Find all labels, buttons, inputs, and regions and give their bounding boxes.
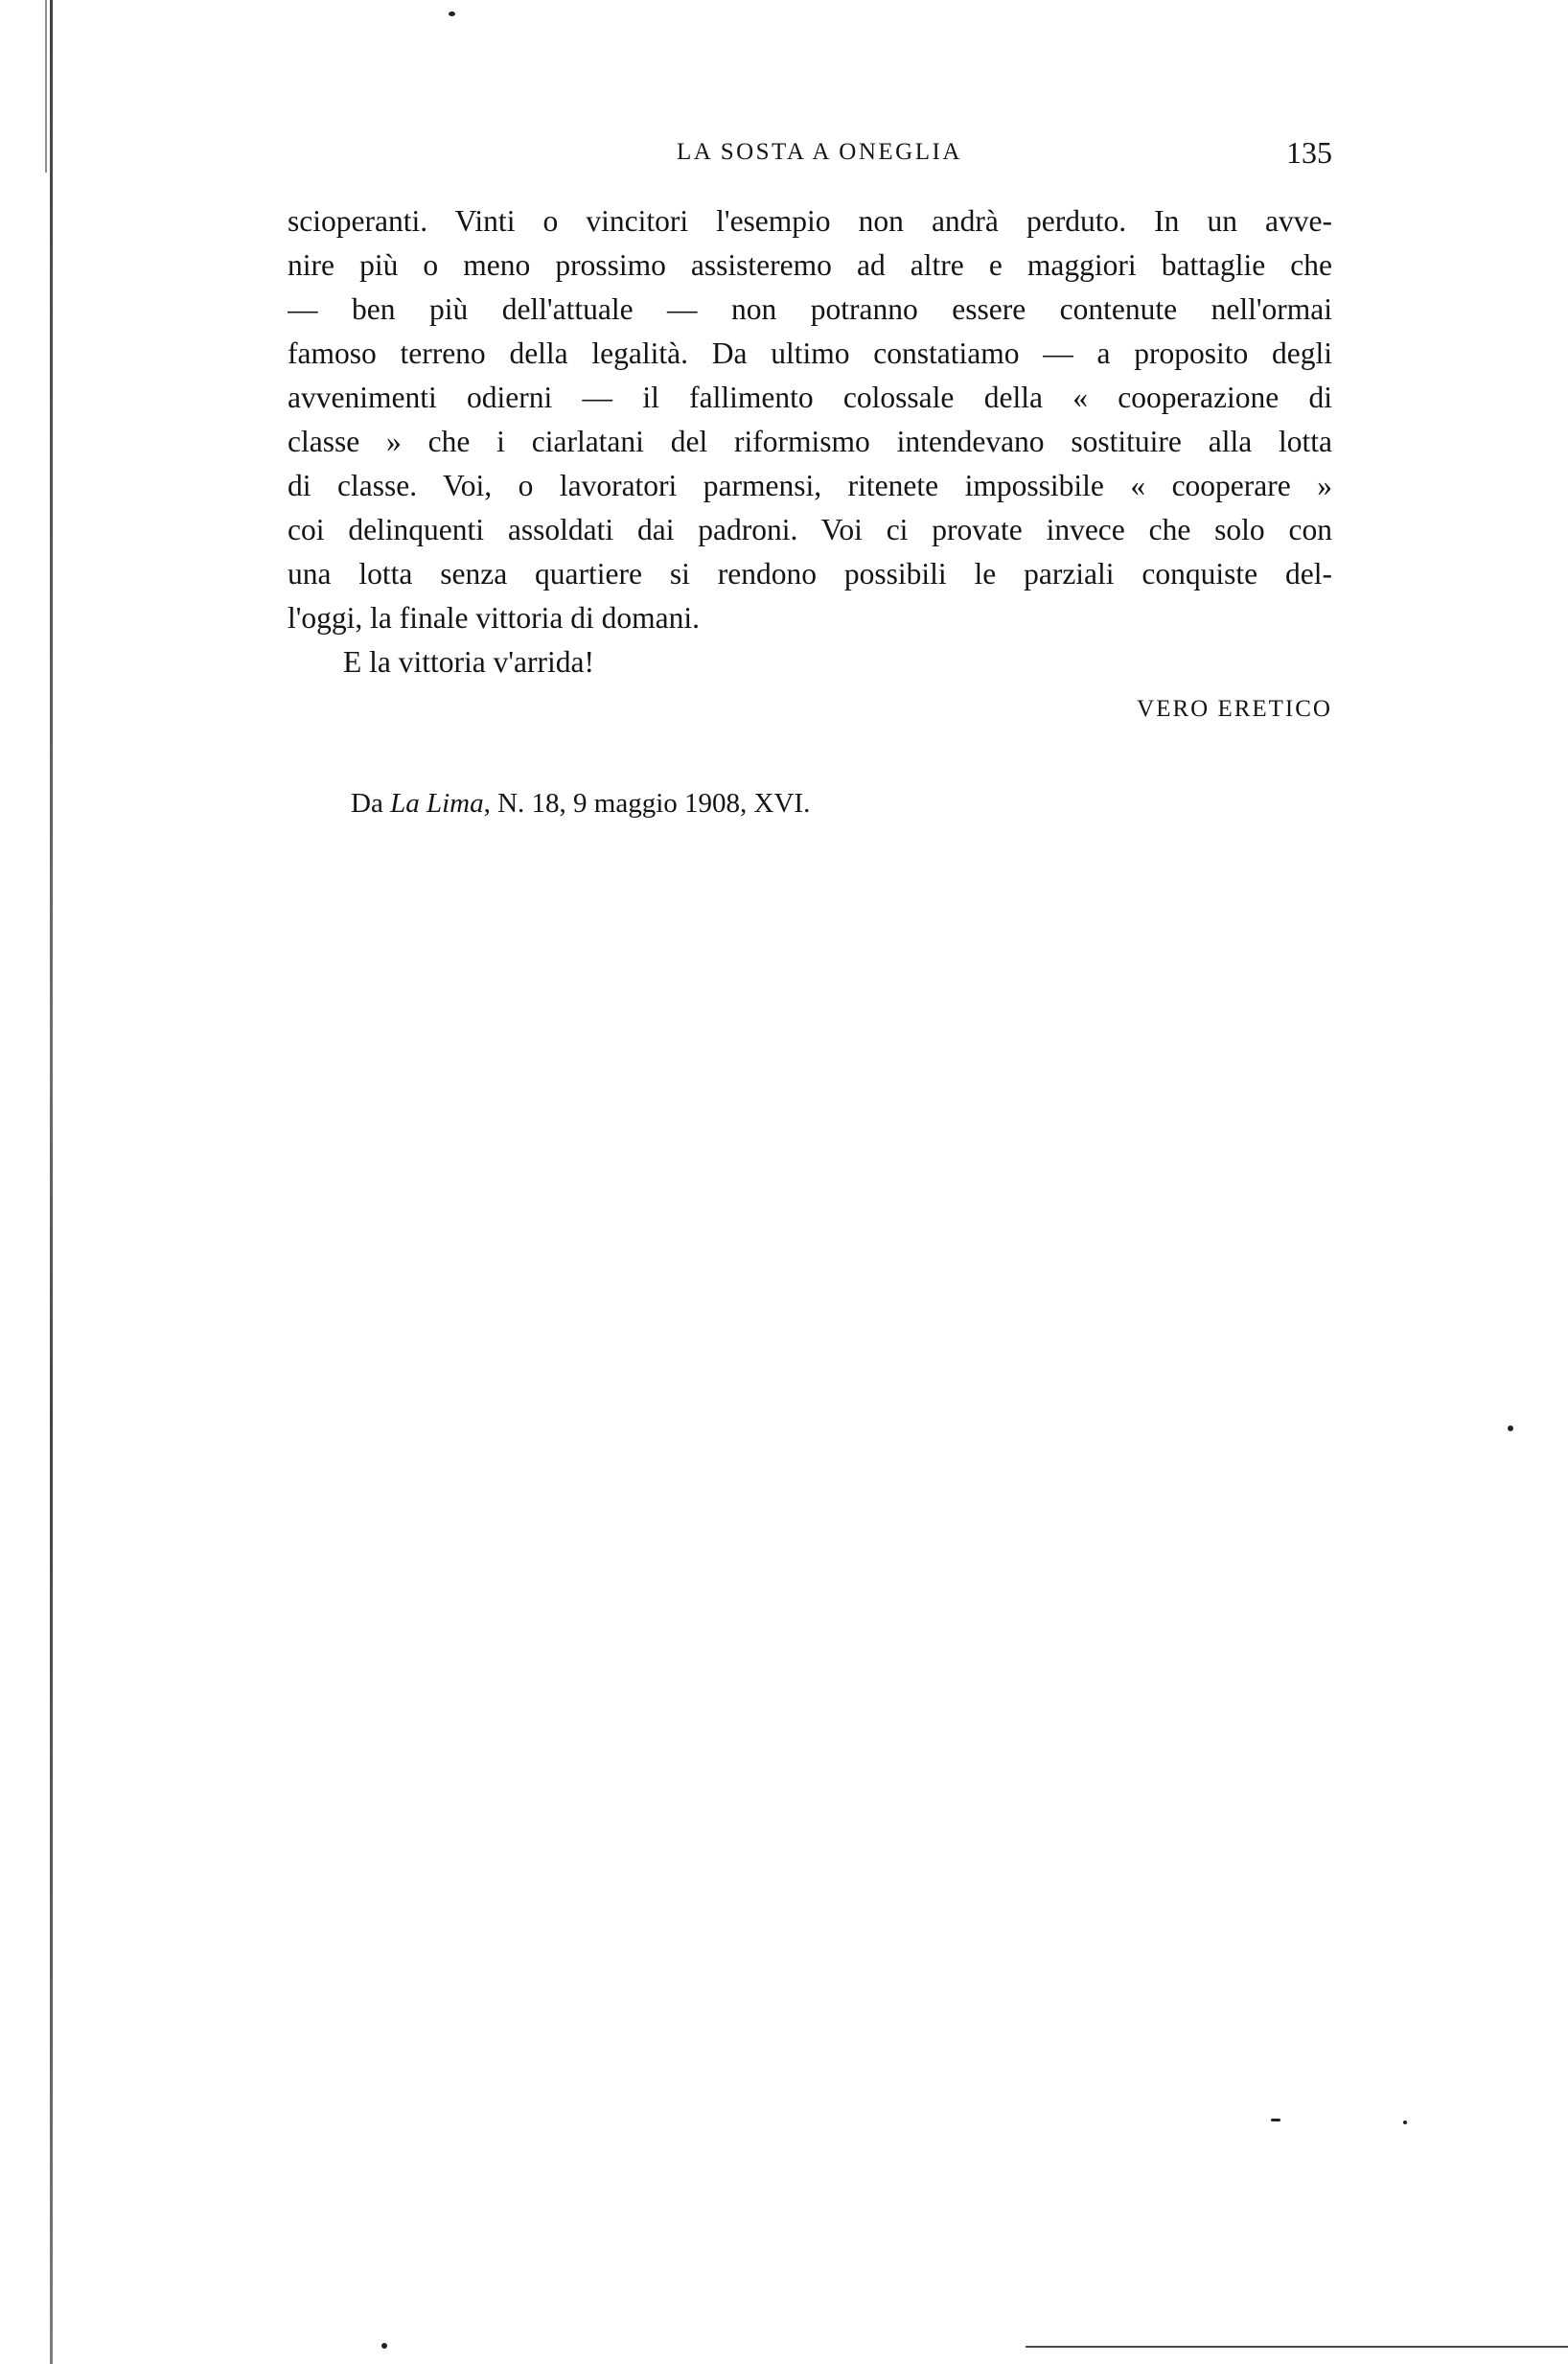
running-head	[288, 135, 1332, 177]
text-line: avvenimenti odierni — il fallimento colossale della « cooperazione di	[288, 381, 1332, 414]
scan-speck	[1508, 1425, 1513, 1431]
scan-speck	[1271, 2119, 1280, 2121]
text-line: una lotta senza quartiere si rendono possibili le parziali conquiste del-	[288, 557, 1332, 591]
scan-speck	[449, 12, 455, 16]
text-line: — ben più dell'attuale — non potranno essere contenute nell'ormai	[288, 292, 1332, 326]
author-signature: VERO ERETICO	[1137, 696, 1332, 722]
text-line: classe » che i ciarlatani del riformismo intendevano sostituire alla lotta	[288, 425, 1332, 458]
text-line: scioperanti. Vinti o vincitori l'esempio non andrà perduto. In un avve-	[288, 204, 1332, 238]
source-citation	[351, 788, 810, 820]
binding-edge-inner	[45, 0, 47, 173]
text-line: famoso terreno della legalità. Da ultimo constatiamo — a proposito degli	[288, 336, 1332, 370]
page-number: 135	[1286, 135, 1332, 170]
text-line: coi delinquenti assoldati dai padroni. Voi ci provate invece che solo con	[288, 513, 1332, 546]
scan-speck	[1403, 2121, 1407, 2124]
text-line: nire più o meno prossimo assisteremo ad altre e maggiori battaglie che	[288, 248, 1332, 282]
text-line: l'oggi, la finale vittoria di domani.	[288, 601, 700, 635]
running-title: LA SOSTA A ONEGLIA	[677, 139, 962, 165]
binding-edge	[50, 0, 53, 2364]
text-line: di classe. Voi, o lavoratori parmensi, ritenete impossibile « cooperare »	[288, 469, 1332, 502]
source-prefix: Da	[351, 788, 391, 819]
bottom-rule	[1026, 2346, 1568, 2348]
source-details: , N. 18, 9 maggio 1908, XVI.	[483, 788, 811, 819]
publication-title: La Lima	[390, 788, 484, 819]
body-text	[288, 199, 1332, 684]
closing-line: E la vittoria v'arrida!	[343, 645, 594, 679]
scan-speck	[381, 2343, 387, 2349]
